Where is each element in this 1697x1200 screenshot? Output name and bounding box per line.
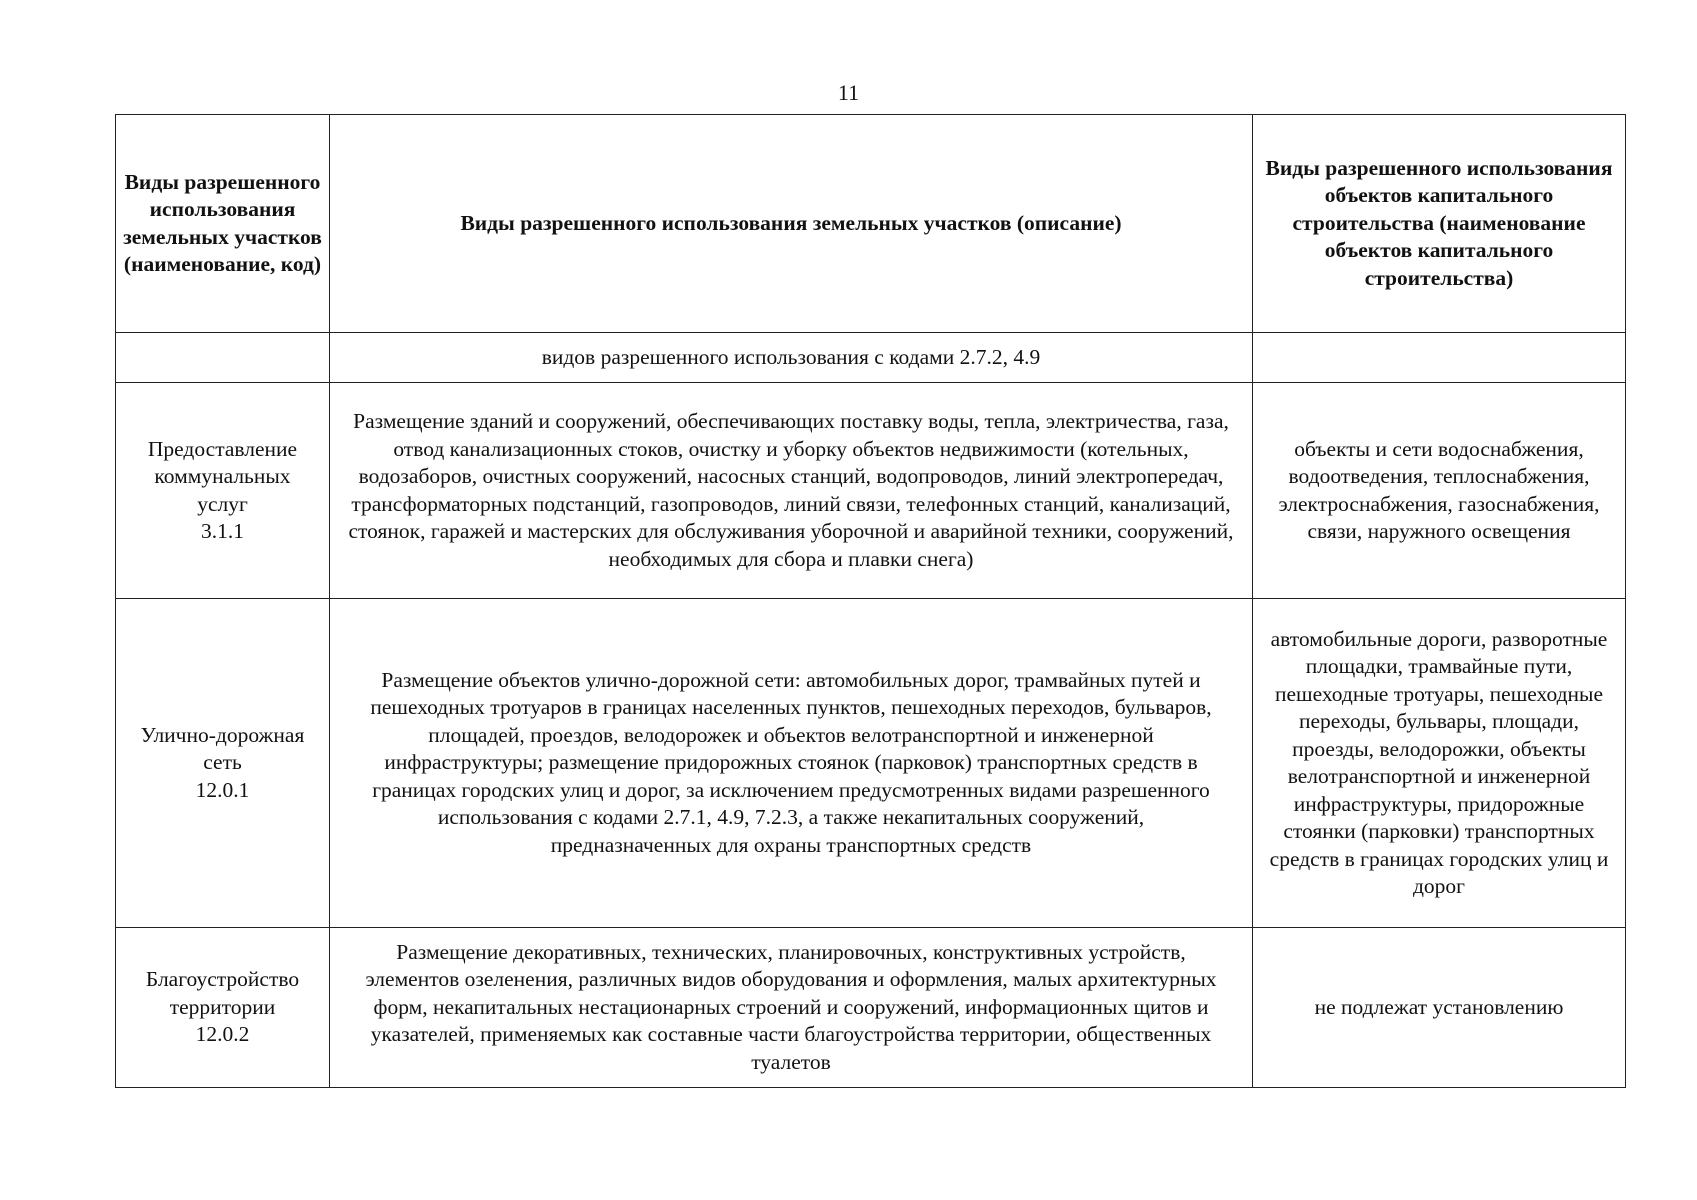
use-name: Улично-дорожная сеть: [140, 722, 305, 775]
cell-objects: [1253, 333, 1626, 383]
cell-objects: автомобильные дороги, разворотные площадки, трамвайные пути, пешеходные тротуары, пешеходные переходы, бульвары, площади, проезды, велодорожки, объекты велотранспортной и инженерной инфраструктуры, придорожные стоянки (парковки) транспортных средств в границах городских улиц и дорог: [1253, 599, 1626, 928]
cell-objects: не подлежат установлению: [1253, 928, 1626, 1088]
use-code: 12.0.1: [195, 777, 250, 802]
use-name: Предоставление коммунальных услуг: [147, 436, 298, 516]
header-name-code: Виды разрешенного использования земельных участков (наименование, код): [116, 115, 330, 333]
header-capital-objects: Виды разрешенного использования объектов капитального строительства (наименование объектов капитального строительства): [1253, 115, 1626, 333]
cell-objects: объекты и сети водоснабжения, водоотведения, теплоснабжения, электроснабжения, газоснабжения, связи, наружного освещения: [1253, 383, 1626, 599]
table-header-row: [116, 115, 1626, 333]
use-code: 12.0.2: [195, 1022, 250, 1047]
table-row-road-network: [116, 599, 1626, 928]
land-use-table: [115, 114, 1626, 1088]
page-number: 11: [837, 80, 860, 105]
cell-name-code: [116, 928, 330, 1088]
header-description: Виды разрешенного использования земельных участков (описание): [330, 115, 1253, 333]
cell-name-code: [116, 599, 330, 928]
table-row-utilities: [116, 383, 1626, 599]
cell-name: [116, 333, 330, 383]
table-row-landscaping: [116, 928, 1626, 1088]
cell-name-code: [116, 383, 330, 599]
table-row-continuation: [116, 333, 1626, 383]
use-code: 3.1.1: [201, 519, 244, 543]
cell-description: Размещение объектов улично-дорожной сети: автомобильных дорог, трамвайных путей и пешеходных тротуаров в границах населенных пунктов, пешеходных переходов, бульваров, площадей, проездов, велодорожек и объектов велотранспортной и инженерной инфраструктуры; размещение придорожных стоянок (парковок) транспортных средств в границах городских улиц и дорог, за исключением предусмотренных видами разрешенного использования с кодами 2.7.1, 4.9, 7.2.3, а также некапитальных сооружений, предназначенных для охраны транспортных средств: [330, 599, 1253, 928]
cell-description: Размещение декоративных, технических, планировочных, конструктивных устройств, элементов озеленения, различных видов оборудования и оформления, малых архитектурных форм, некапитальных нестационарных строений и сооружений, информационных щитов и указателей, применяемых как составные части благоустройства территории, общественных туалетов: [330, 928, 1253, 1088]
cell-description: Размещение зданий и сооружений, обеспечивающих поставку воды, тепла, электричества, газа, отвод канализационных стоков, очистку и уборку объектов недвижимости (котельных, водозаборов, очистных сооружений, насосных станций, водопроводов, линий электропередач, трансформаторных подстанций, газопроводов, линий связи, телефонных станций, канализаций, стоянок, гаражей и мастерских для обслуживания уборочной и аварийной техники, сооружений, необходимых для сбора и плавки снега): [330, 383, 1253, 599]
cell-description: видов разрешенного использования с кодами 2.7.2, 4.9: [330, 333, 1253, 383]
use-name: Благоустройство территории: [145, 967, 300, 1019]
